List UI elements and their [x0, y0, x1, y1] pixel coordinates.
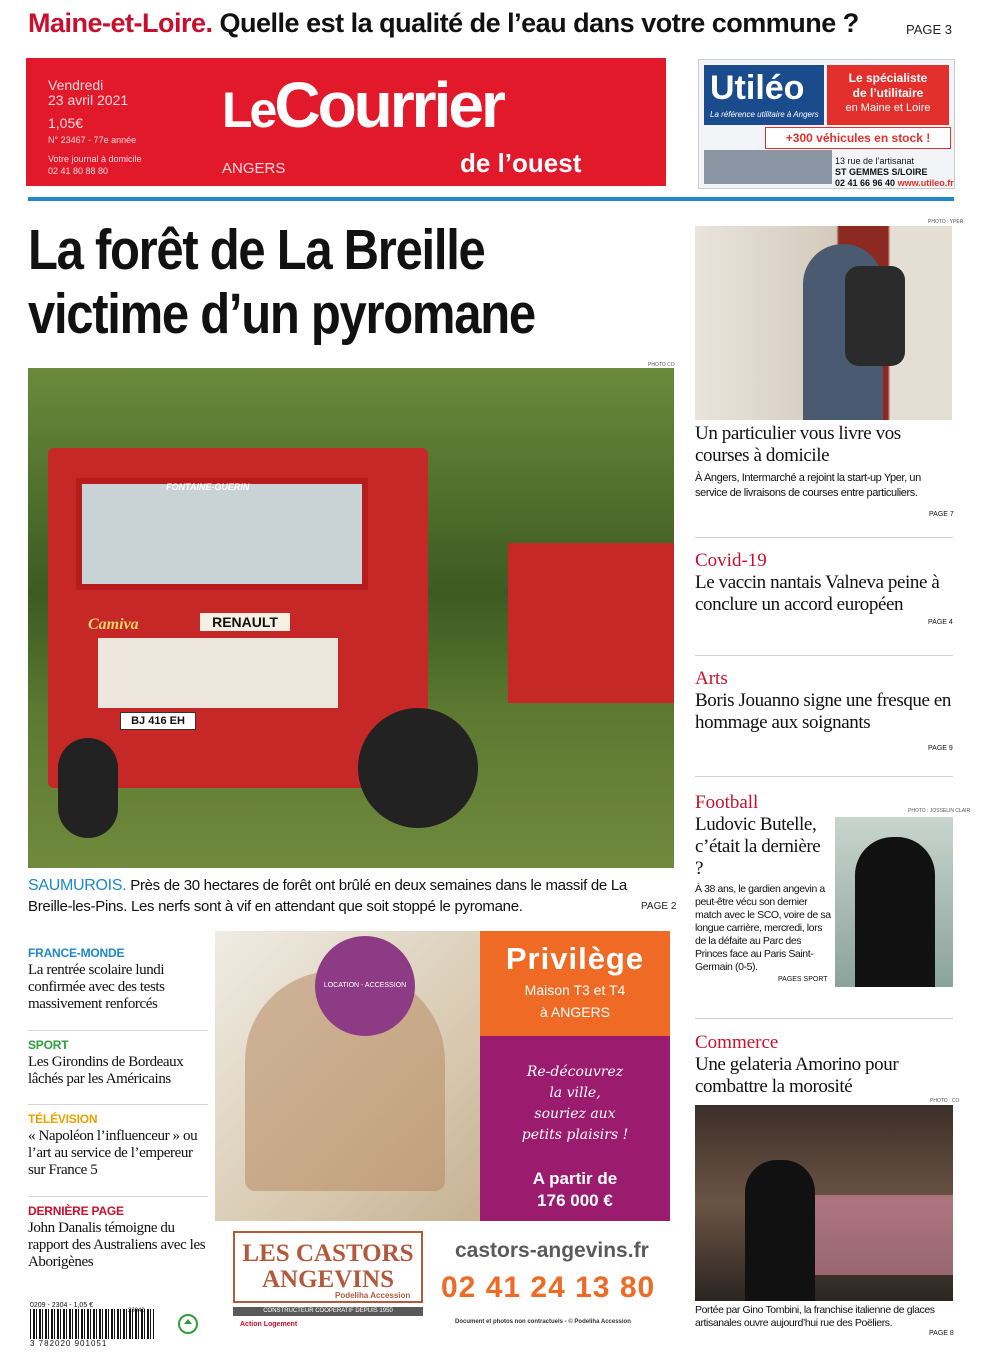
article-rubric: Covid-19: [695, 550, 767, 571]
top-teaser-region: Maine-et-Loire.: [28, 8, 213, 38]
utileo-web: www.utileo.fr: [897, 178, 954, 188]
article-commerce[interactable]: [695, 1032, 953, 1098]
address-line-2: ST GEMMES S/LOIRE: [835, 167, 928, 177]
location-accession-stamp: LOCATION - ACCESSION: [315, 936, 415, 1036]
ad-footer: [215, 1221, 670, 1341]
castors-angevins-ad[interactable]: [215, 931, 670, 1341]
headline-line-1: La forêt de La Breille: [28, 218, 485, 282]
utileo-address: [835, 156, 954, 189]
article-title: Une gelateria Amorino pour combattre la morosité: [695, 1054, 899, 1097]
price-value: 176 000 €: [537, 1191, 613, 1210]
brief-rubric: SPORT: [28, 1038, 69, 1052]
amorino-photo[interactable]: [695, 1105, 953, 1301]
home-delivery-phone: 02 41 80 88 80: [48, 166, 109, 176]
masthead-day: Vendredi: [48, 77, 104, 93]
brief-france-monde[interactable]: [28, 946, 208, 1013]
utileo-tagline: La référence utilitaire à Angers: [710, 110, 819, 119]
article-text: Portée par Gino Tombini, la franchise italienne de glaces artisanales ouvre aujourd’hui rue des Poëliers.: [695, 1304, 935, 1329]
logo-ouest: de l’ouest: [460, 148, 582, 178]
utileo-ad[interactable]: [698, 59, 955, 189]
masthead-issue: N° 23467 - 77e année: [48, 135, 137, 145]
truck-grill: [98, 638, 338, 708]
promo-line: petits plaisirs !: [521, 1127, 629, 1143]
article-title: Le vaccin nantais Valneva peine à conclure un accord européen: [695, 572, 940, 615]
castors-logo-line-1: LES CASTORS: [242, 1240, 414, 1267]
brief-text: John Danalis témoigne du rapport des Australiens avec les Aborigènes: [28, 1220, 206, 1270]
privilege-box: [480, 931, 670, 1036]
caption-label: SAUMUROIS.: [28, 877, 127, 894]
main-caption: [28, 875, 638, 917]
article-divider: [695, 655, 953, 656]
courses-photo[interactable]: [695, 226, 952, 420]
utileo-phone: 02 41 66 96 40: [835, 178, 896, 188]
ad-phone[interactable]: 02 41 24 13 80: [441, 1271, 656, 1304]
main-photo-fire-truck[interactable]: [28, 368, 674, 868]
masthead-date-value: 23 avril 2021: [48, 92, 129, 108]
spec-line-1: Le spécialiste: [848, 71, 928, 85]
promo-box: [480, 1036, 670, 1221]
address-line-1: 13 rue de l’artisanat: [835, 156, 915, 166]
article-text: À 38 ans, le gardien angevin a peut-être vécu son dernier match avec le SCO, voire de sa longue carrière, mercredi, lors de la défaite au Parc des Princes face au Paris Saint-Germain (0-5).: [695, 883, 831, 973]
brief-text: « Napoléon l’influenceur » ou l’art au service de l’empereur sur France 5: [28, 1128, 198, 1178]
promo-line: la ville,: [549, 1085, 601, 1101]
privilege-sub-2: à ANGERS: [539, 1004, 611, 1020]
goalkeeper-figure: [855, 837, 935, 987]
article-title: Ludovic Butelle, c’était la dernière ?: [695, 814, 821, 879]
castors-logo-line-2: ANGEVINS: [262, 1266, 394, 1293]
delivery-backpack: [845, 266, 905, 366]
promo-line: souriez aux: [534, 1106, 616, 1122]
brief-divider: [28, 1030, 208, 1031]
utileo-logo: [704, 65, 824, 125]
utileo-brand: Utiléo: [710, 69, 805, 107]
article-courses[interactable]: [695, 423, 953, 501]
truck-wheel: [58, 738, 118, 838]
promo-price: [480, 1168, 670, 1212]
brief-divider: [28, 1196, 208, 1197]
article-page: PAGE 4: [928, 619, 953, 626]
logo-courrier: Courrier: [274, 69, 503, 141]
article-arts[interactable]: [695, 668, 953, 734]
football-photo-credit: PHOTO : JOSSELIN CLAIR: [908, 808, 971, 814]
promo-handwritten: [480, 1062, 670, 1146]
amorino-photo-credit: PHOTO : CO: [930, 1098, 960, 1104]
main-headline[interactable]: [28, 218, 587, 346]
brief-rubric: TÉLÉVISION: [28, 1112, 98, 1126]
brief-text: Les Girondins de Bordeaux lâchés par les Américains: [28, 1054, 184, 1087]
truck-wheel: [358, 708, 478, 828]
top-teaser[interactable]: [28, 8, 859, 39]
article-football[interactable]: [695, 792, 835, 974]
spec-line-2: de l’utilitaire: [852, 86, 924, 100]
edition-city: ANGERS: [222, 160, 286, 177]
brief-rubric: DERNIÈRE PAGE: [28, 1204, 124, 1218]
article-title: Un particulier vous livre vos courses à domicile: [695, 423, 901, 466]
barcode-suffix: 23040: [128, 1308, 145, 1314]
truck-renault-label: RENAULT: [200, 613, 290, 631]
main-photo-credit: PHOTO CO: [648, 362, 675, 368]
top-teaser-page: PAGE 3: [905, 22, 952, 37]
article-divider: [695, 537, 953, 538]
brief-text: La rentrée scolaire lundi confirmée avec des tests massivement renforcés: [28, 962, 165, 1012]
article-page: PAGE 9: [928, 745, 953, 752]
header-divider: [28, 197, 954, 201]
utileo-stock: +300 véhicules en stock !: [765, 127, 951, 149]
truck-plate: BJ 416 EH: [120, 712, 196, 730]
article-title: Boris Jouanno signe une fresque en hommage aux soignants: [695, 690, 952, 733]
barcode-code: 0209 - 2304 - 1,05 €: [30, 1302, 94, 1309]
privilege-sub-1: Maison T3 et T4: [524, 982, 626, 998]
newspaper-logo[interactable]: [222, 70, 503, 145]
truck-cab: [76, 478, 368, 590]
coop-band: CONSTRUCTEUR COOPÉRATIF DEPUIS 1950: [233, 1307, 423, 1316]
amorino-caption: [695, 1304, 953, 1330]
podeliha-label: Podeliha Accession: [335, 1291, 411, 1300]
ad-website[interactable]: castors-angevins.fr: [455, 1239, 649, 1262]
brief-television[interactable]: [28, 1112, 208, 1179]
article-page: PAGE 7: [929, 511, 954, 518]
second-truck: [508, 543, 674, 703]
top-teaser-headline: Quelle est la qualité de l’eau dans votre commune ?: [219, 8, 859, 38]
truck-camiva-label: Camiva: [88, 616, 139, 633]
butelle-photo[interactable]: [835, 817, 953, 987]
home-delivery-label: Votre journal à domicile: [48, 154, 142, 164]
brief-derniere-page[interactable]: [28, 1204, 208, 1271]
brief-sport[interactable]: [28, 1038, 208, 1088]
recycle-icon: [176, 1312, 206, 1340]
headline-line-2: victime d’un pyromane: [28, 282, 535, 346]
caption-text: Près de 30 hectares de forêt ont brûlé en deux semaines dans le massif de La Breille-les-Pins. Les nerfs sont à vif en attendant que soit stoppé le pyromane.: [28, 877, 627, 915]
ad-disclaimer: Document et photos non contractuels - © Podeliha Accession: [455, 1319, 631, 1325]
article-divider: [695, 776, 953, 777]
article-covid[interactable]: [695, 550, 953, 616]
article-page: PAGE 8: [929, 1330, 954, 1337]
utileo-specialist-box: [827, 65, 949, 125]
main-page-ref: PAGE 2: [641, 901, 677, 912]
privilege-title: Privilège: [505, 941, 645, 976]
masthead-home-delivery: [48, 153, 142, 177]
article-rubric: Arts: [695, 668, 728, 689]
barcode-number: 3 782020 901051: [30, 1339, 108, 1348]
article-page: PAGES SPORT: [778, 976, 828, 983]
spec-line-3: en Maine et Loire: [845, 102, 931, 114]
courses-photo-credit: PHOTO : YPER: [928, 219, 964, 225]
logo-le: Le: [222, 82, 275, 138]
ice-cream-counter: [815, 1195, 953, 1275]
vans-image: [704, 150, 832, 184]
gelateria-owner: [745, 1160, 815, 1301]
action-logement-logo: Action Logement: [240, 1321, 298, 1328]
promo-line: Re-découvrez: [526, 1064, 624, 1080]
article-rubric: Football: [695, 792, 759, 813]
brief-divider: [28, 1104, 208, 1105]
article-text: À Angers, Intermarché a rejoint la start-up Yper, un service de livraisons de courses entre particuliers.: [695, 472, 921, 499]
truck-fontaine-label: FONTAINE-GUERIN: [166, 482, 250, 492]
article-rubric: Commerce: [695, 1032, 779, 1053]
masthead-date: [48, 78, 128, 108]
brief-rubric: FRANCE-MONDE: [28, 946, 125, 960]
masthead: [26, 58, 666, 186]
price-label: A partir de: [532, 1169, 618, 1188]
masthead-price: 1,05€: [48, 115, 84, 131]
article-divider: [695, 1018, 953, 1019]
